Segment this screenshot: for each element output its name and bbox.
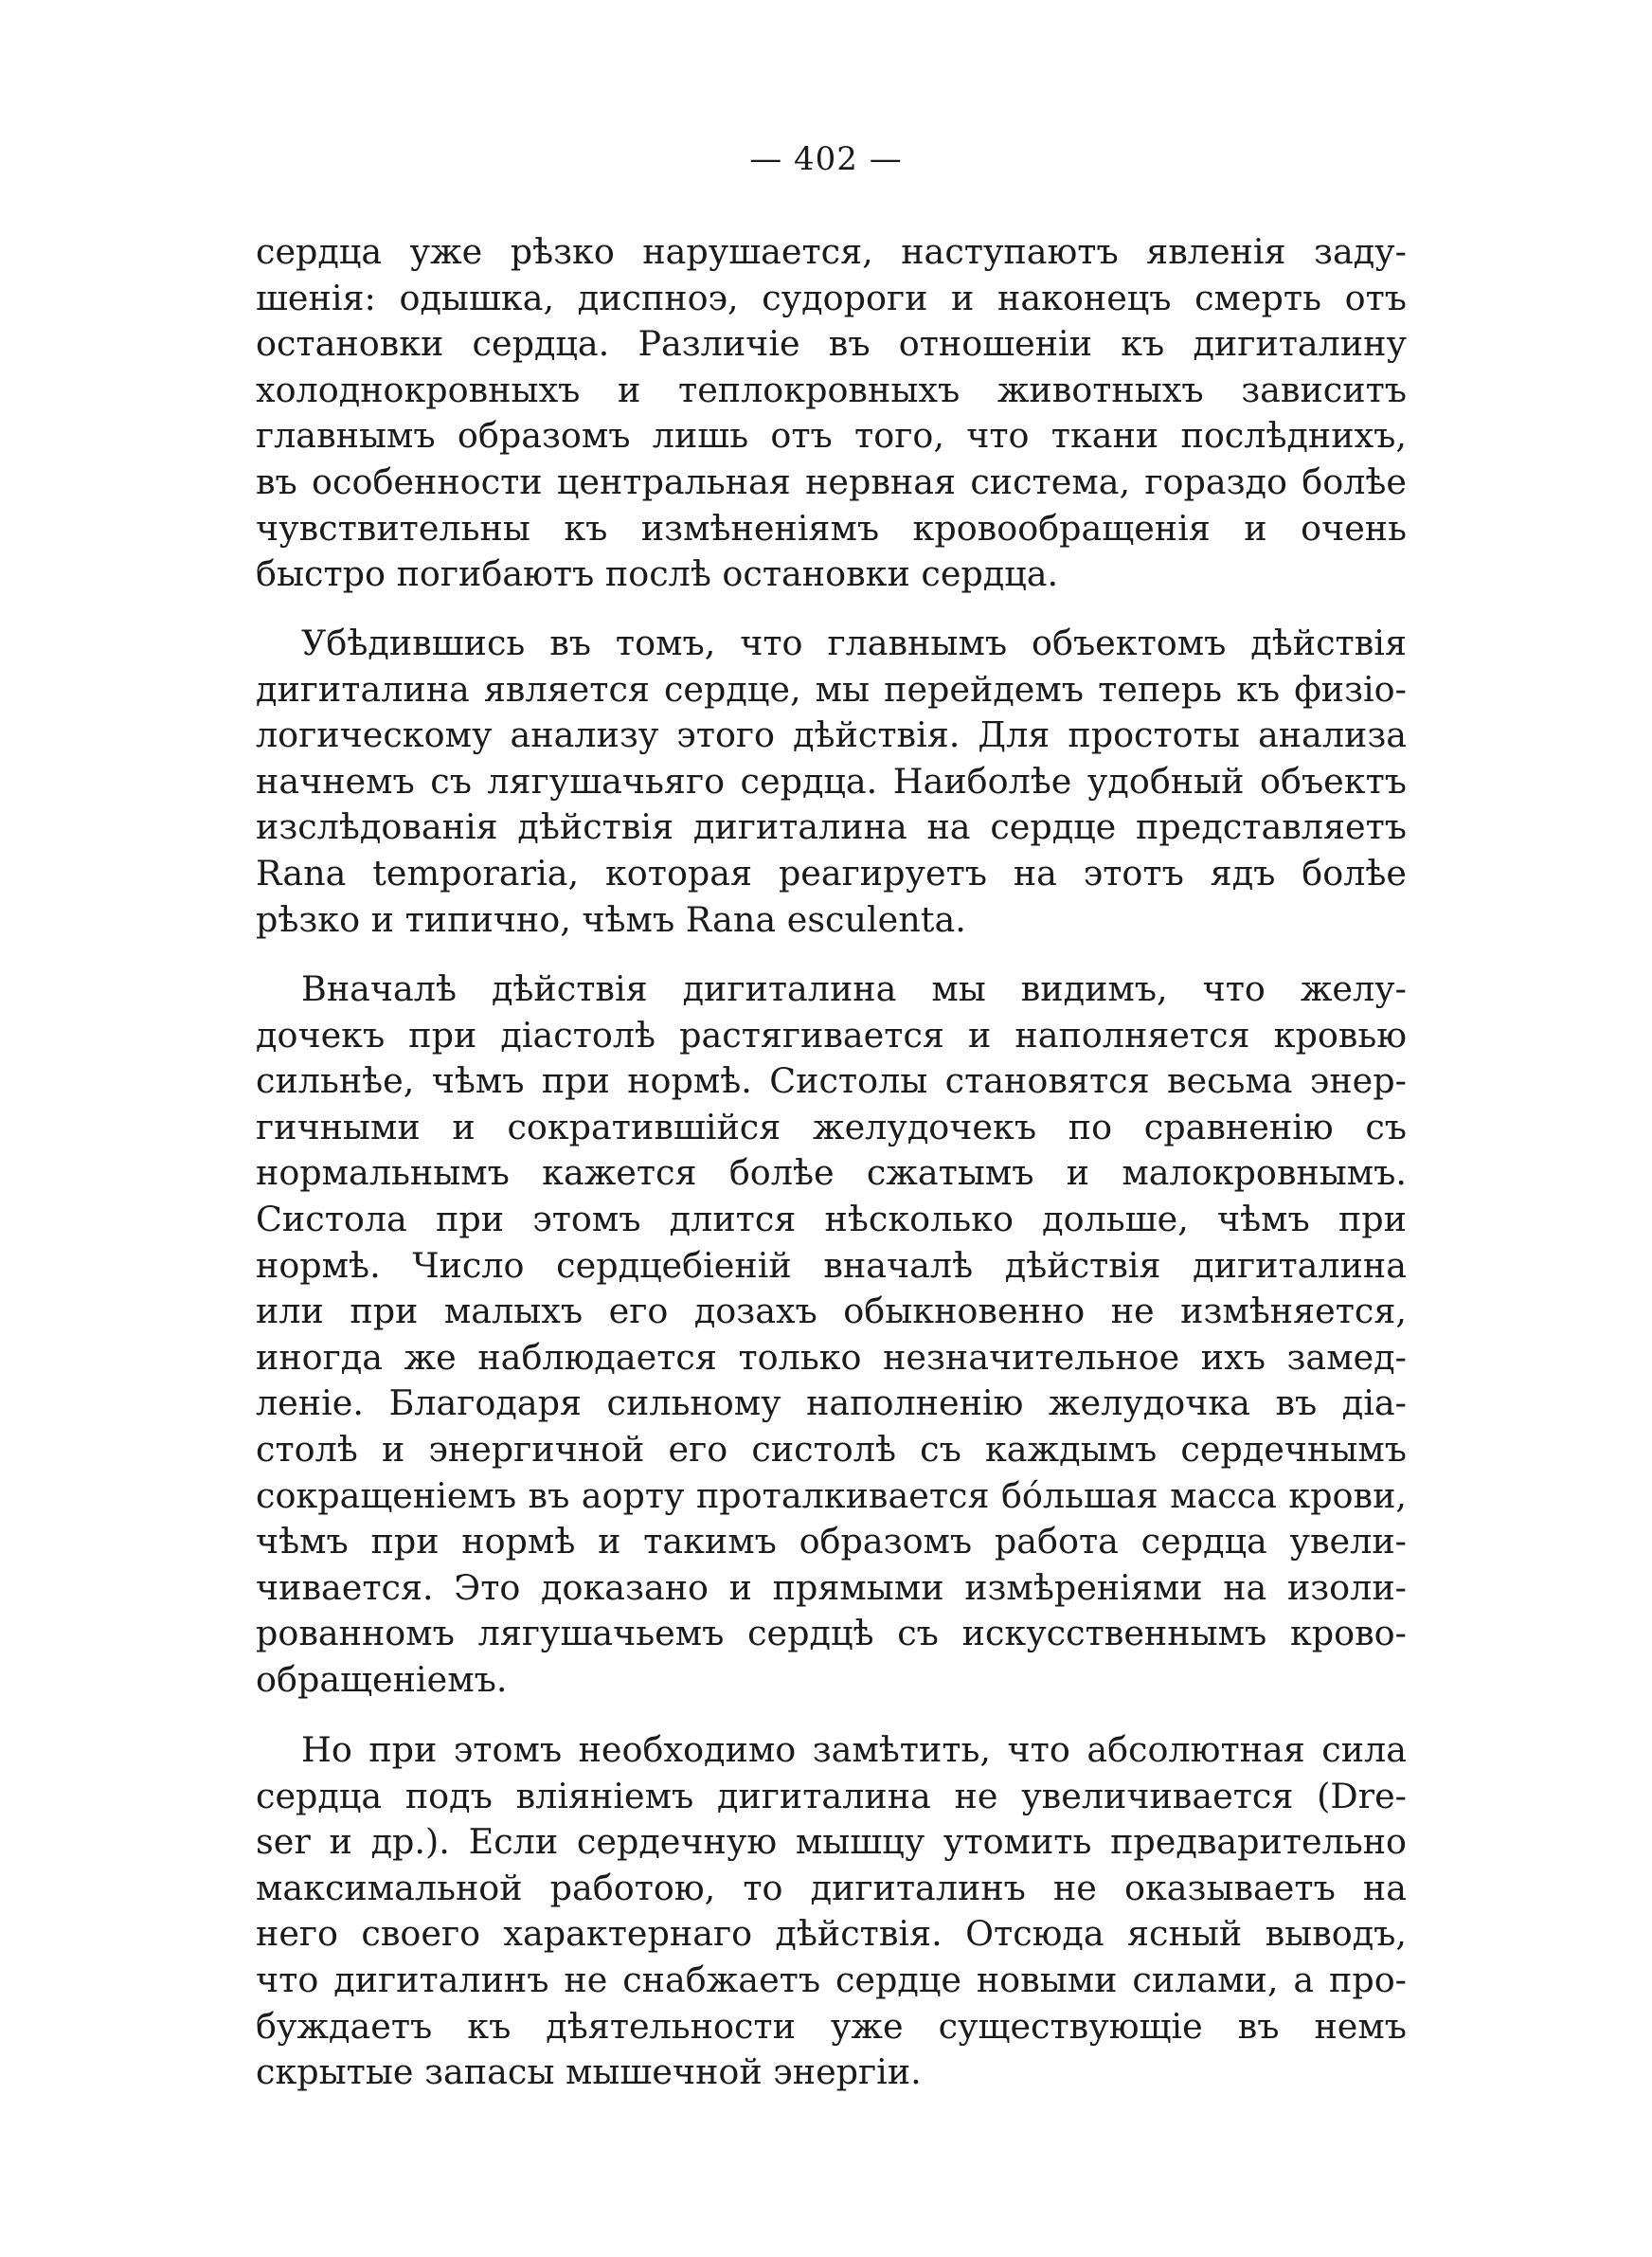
text-line: главнымъ образомъ лишь отъ того, что ткани послѣднихъ, <box>256 415 1407 457</box>
text-line: обращеніемъ. <box>256 1658 508 1700</box>
text-line: дигиталина является сердце, мы перейдемъ теперь къ физіо- <box>256 668 1407 710</box>
text-line: иногда же наблюдается только незначительное ихъ замед- <box>256 1336 1407 1378</box>
text-line: нормѣ. Число сердцебіеній вначалѣ дѣйствія дигиталина <box>256 1244 1407 1286</box>
text-line: изслѣдованія дѣйствія дигиталина на сердце представляетъ <box>256 806 1407 848</box>
text-line: рованномъ лягушачьемъ сердцѣ съ искусственнымъ крово- <box>256 1613 1407 1654</box>
text-line: столѣ и энергичной его систолѣ съ каждымъ сердечнымъ <box>256 1428 1407 1470</box>
paragraph-3 <box>256 966 1407 1704</box>
text-line: Убѣдившись въ томъ, что главнымъ объектомъ дѣйствія <box>301 623 1407 663</box>
text-line: Rana temporaria, которая реагируетъ на этотъ ядъ болѣе <box>256 852 1407 894</box>
text-line: шенія: одышка, диспноэ, судороги и наконецъ смерть отъ <box>256 277 1407 318</box>
text-line: рѣзко и типично, чѣмъ Rana esculenta. <box>256 898 966 940</box>
page-number: — 402 — <box>749 140 903 178</box>
text-line: буждаетъ къ дѣятельности уже существующіе въ немъ <box>256 2005 1407 2047</box>
text-line: сердца уже рѣзко нарушается, наступаютъ явленія заду- <box>256 231 1407 272</box>
text-line: Систола при этомъ длится нѣсколько дольше, чѣмъ при <box>256 1198 1407 1239</box>
paragraph-4 <box>256 1727 1407 2096</box>
text-line: логическому анализу этого дѣйствія. Для простоты анализа <box>256 714 1407 756</box>
text-line: что дигиталинъ не снабжаетъ сердце новыми силами, а про- <box>256 1959 1407 2000</box>
text-line: дочекъ при діастолѣ растягивается и наполняется кровью <box>256 1014 1407 1056</box>
text-line: ser и др.). Если сердечную мышцу утомить предварительно <box>256 1821 1407 1863</box>
text-line: леніе. Благодаря сильному наполненію желудочка въ діа- <box>256 1382 1407 1424</box>
text-line: чѣмъ при нормѣ и такимъ образомъ работа сердца увели- <box>256 1521 1407 1562</box>
text-line: въ особенности центральная нервная система, гораздо болѣе <box>256 460 1407 502</box>
text-line: или при малыхъ его дозахъ обыкновенно не измѣняется, <box>256 1291 1407 1332</box>
text-line: скрытые запасы мышечной энергіи. <box>256 2051 922 2093</box>
text-line: холоднокровныхъ и теплокровныхъ животныхъ зависитъ <box>256 369 1407 410</box>
text-line: чивается. Это доказано и прямыми измѣреніями на изоли- <box>256 1566 1407 1608</box>
paragraph-1 <box>256 229 1407 598</box>
text-line: максимальной работою, то дигиталинъ не оказываетъ на <box>256 1867 1407 1908</box>
paragraph-2 <box>256 621 1407 943</box>
text-line: сердца подъ вліяніемъ дигиталина не увеличивается (Dre- <box>256 1775 1407 1816</box>
text-line: Но при этомъ необходимо замѣтить, что абсолютная сила <box>301 1729 1407 1770</box>
text-line: сильнѣе, чѣмъ при нормѣ. Систолы становятся весьма энер- <box>256 1060 1407 1102</box>
text-line: нормальнымъ кажется болѣе сжатымъ и малокровнымъ. <box>256 1152 1407 1194</box>
text-line: гичными и сократившійся желудочекъ по сравненію съ <box>256 1106 1407 1147</box>
text-line: начнемъ съ лягушачьяго сердца. Наиболѣе удобный объектъ <box>256 760 1407 802</box>
text-line: остановки сердца. Различіе въ отношеніи къ дигиталину <box>256 323 1407 365</box>
text-line: чувствительны къ измѣненіямъ кровообращенія и очень <box>256 507 1407 549</box>
text-line: него своего характернаго дѣйствія. Отсюда ясный выводъ, <box>256 1913 1407 1955</box>
text-line: Вначалѣ дѣйствія дигиталина мы видимъ, что желу- <box>301 968 1407 1009</box>
text-line: быстро погибаютъ послѣ остановки сердца. <box>256 553 1059 595</box>
text-line: сокращеніемъ въ аорту проталкивается бо́льшая масса крови, <box>256 1474 1407 1516</box>
